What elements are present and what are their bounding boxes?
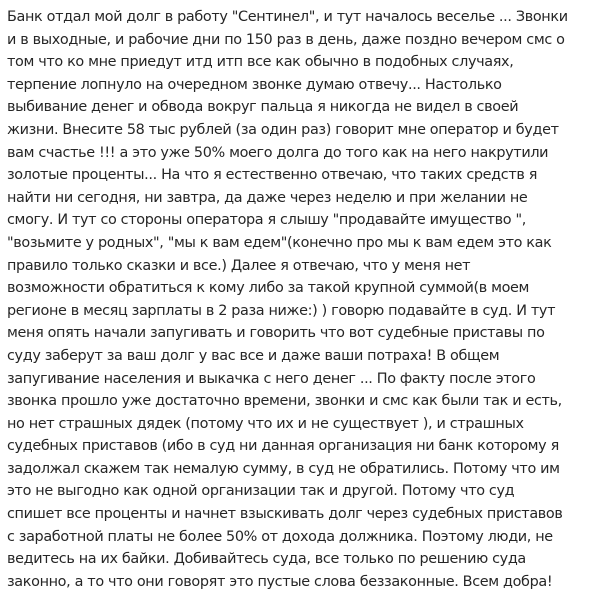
review-line: смогу. И тут со стороны оператора я слышу "продавайте имущество ", [7, 212, 526, 229]
review-line: звонка прошло уже достаточно времени, звонки и смс как были так и есть, [7, 393, 562, 410]
review-line: правило только сказки и все.) Далее я отвечаю, что у меня нет [7, 257, 471, 274]
review-line: это не выгодно как одной организации так и другой. Потому что суд [7, 483, 515, 500]
review-text [7, 6, 596, 593]
review-line: законно, а то что они говорят это пустые слова беззаконные. Всем добра! [7, 573, 553, 590]
review-line: терпение лопнуло на очередном звонке думаю отвечу... Настолько [7, 76, 502, 93]
review-line: найти ни сегодня, ни завтра, да даже через неделю и при желании не [7, 189, 528, 206]
review-line: выбивание денег и обвода вокруг пальца я никогда не видел в своей [7, 99, 519, 116]
review-line: жизни. Внесите 58 тыс рублей (за один раз) говорит мне оператор и будет [7, 121, 559, 138]
review-line: но нет страшных дядек (потому что их и не существует ), и страшных [7, 415, 524, 432]
review-line: с заработной платы не более 50% от дохода должника. Поэтому люди, не [7, 528, 553, 545]
review-line: Банк отдал мой долг в работу "Сентинел", и тут началось веселье ... Звонки [7, 9, 568, 25]
review-line: суду заберут за ваш долг у вас все и даже ваши потраха! В общем [7, 347, 500, 364]
review-line: том что ко мне приедут итд итп все как обычно в подобных случаях, [7, 54, 514, 71]
review-line: золотые проценты... На что я естественно отвечаю, что таких средств я [7, 167, 538, 184]
review-line: возможности обратиться к кому либо за такой крупной суммой(в моем [7, 280, 530, 297]
review-line: спишет все проценты и начнет взыскивать долг через судебных приставов [7, 506, 563, 523]
review-line: запугивание населения и выкачка с него денег ... По факту после этого [7, 370, 536, 387]
review-line: вам счастье !!! а это уже 50% моего долга до того как на него накрутили [7, 144, 549, 161]
review-line: ведитесь на их байки. Добивайтесь суда, все только по решению суда [7, 551, 526, 568]
review-line: судебных приставов (ибо в суд ни данная организация ни банк которому я [7, 438, 559, 455]
review-line: регионе в месяц зарплаты в 2 раза ниже:) ) говорю подавайте в суд. И тут [7, 302, 556, 319]
review-line: меня опять начали запугивать и говорить что вот судебные приставы по [7, 325, 545, 342]
review-line: "возьмите у родных", "мы к вам едем"(конечно про мы к вам едем это как [7, 234, 552, 251]
review-line: и в выходные, и рабочие дни по 150 раз в день, даже поздно вечером смс о [7, 31, 565, 48]
review-line: задолжал скажем так немалую сумму, в суд не обратились. Потому что им [7, 460, 560, 477]
